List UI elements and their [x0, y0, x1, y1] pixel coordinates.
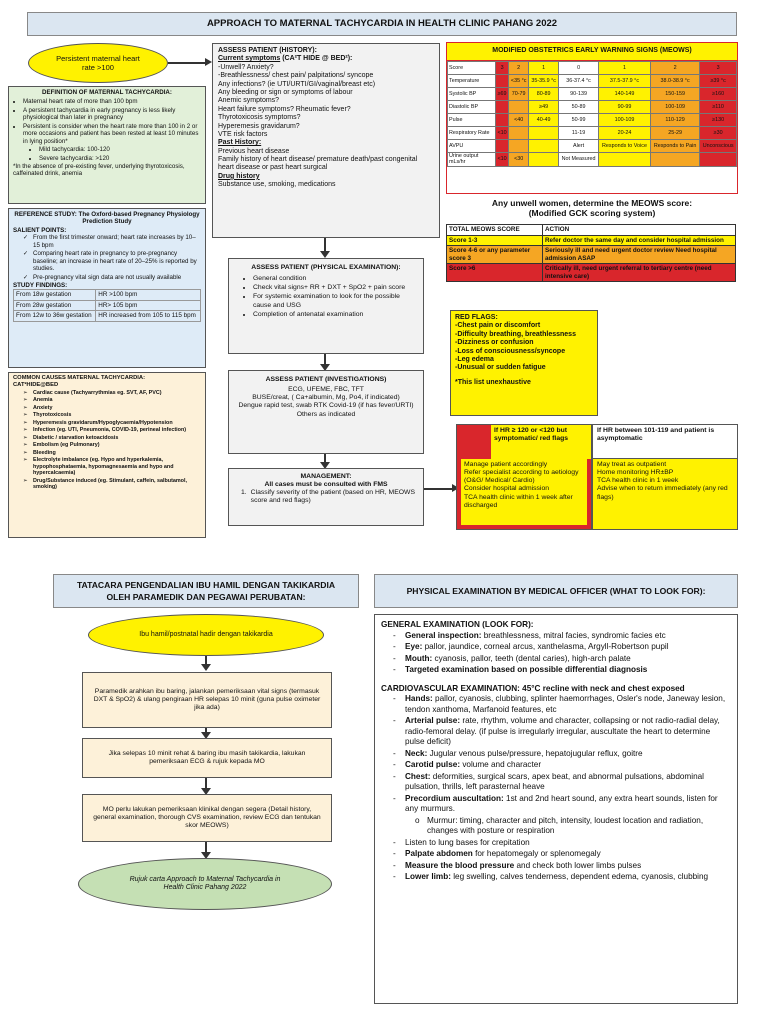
cause-item: ➢ Drug/Substance induced (eg. Stimulant, caffein, salbutamol, smoking): [23, 478, 201, 491]
hr-high-actions: [461, 459, 587, 525]
meows-title: MODIFIED OBSTETRICS EARLY WARNING SIGNS (MEOWS): [447, 43, 737, 61]
causes-box: [8, 372, 206, 538]
table-cell: Critically ill, need urgent referral to tertiary centre (need intensive care): [543, 264, 736, 282]
drug-history-label: Drug history: [218, 172, 260, 180]
arrow-head: [201, 664, 211, 671]
table-cell: [509, 140, 529, 153]
history-title: ASSESS PATIENT (HISTORY):: [218, 47, 317, 54]
table-cell: Not Measured: [559, 153, 599, 167]
reference-title: REFERENCE STUDY: The Oxford-based Pregnancy Physiology Prediction Study: [14, 211, 200, 226]
definition-title: DEFINITION OF MATERNAL TACHYCARDIA:: [42, 89, 172, 96]
current-symptoms-label: Current symptoms: [218, 55, 281, 63]
list-item: [393, 642, 731, 653]
table-cell: [496, 101, 509, 114]
gck-table: [446, 224, 736, 282]
definition-footnote: *In the absence of pre-existing fever, underlying thyrotoxicosis, caffeinated drink, anemia: [13, 162, 185, 178]
table-cell: [650, 153, 699, 167]
red-flags-title: RED FLAGS:: [455, 314, 498, 321]
table-cell: 37.5-37.9 °c: [599, 75, 651, 88]
history-line: Hyperemesis gravidarum?: [218, 122, 300, 130]
management-item: Classify severity of the patient (based on HR, MEOWS score and red flags): [250, 489, 415, 505]
list-item-text: 1st and 2nd heart sound, any extra heart sounds, listen for any murmurs.: [405, 793, 718, 813]
hr-low-line: Home monitoring HR±BP: [597, 469, 674, 477]
table-cell: [529, 140, 559, 153]
table-cell: [496, 114, 509, 127]
table-header: 2: [509, 62, 529, 75]
table-row: [448, 75, 737, 88]
table-header: 0: [559, 62, 599, 75]
table-header-row: [448, 62, 737, 75]
table-cell: 40-49: [529, 114, 559, 127]
red-flag-item: -Unusual or sudden fatigue: [455, 364, 546, 372]
table-row: [448, 101, 737, 114]
list-item-label: General inspection:: [405, 630, 482, 640]
red-flag-item: -Loss of consciousness/syncope: [455, 347, 566, 355]
table-cell: AVPU: [448, 140, 496, 153]
list-item-text: volume and character: [460, 760, 542, 769]
physical-title: ASSESS PATIENT (PHYSICAL EXAMINATION):: [251, 264, 401, 271]
history-box: [212, 43, 440, 238]
list-item-label: Hands:: [405, 694, 433, 703]
list-item-label: Lower limb:: [405, 872, 451, 881]
list-item: [393, 772, 731, 793]
table-cell: Pulse: [448, 114, 496, 127]
table-cell: 20-24: [599, 127, 651, 140]
table-row: [448, 127, 737, 140]
cause-item: ➢ Bleeding: [23, 450, 201, 456]
list-item-text: leg swelling, calves tenderness, dependent edema, cyanosis, clubbing: [450, 872, 709, 881]
main-title: APPROACH TO MATERNAL TACHYCARDIA IN HEALTH CLINIC PAHANG 2022: [27, 12, 737, 36]
table-cell: 100-109: [650, 101, 699, 114]
hr-low-box: [592, 424, 738, 530]
arrow-head: [205, 58, 212, 66]
table-cell: Responds to Pain: [650, 140, 699, 153]
table-cell: 100-109: [599, 114, 651, 127]
list-item-label: Palpate abdomen: [405, 849, 473, 858]
list-item-label: Precordium auscultation:: [405, 793, 504, 803]
table-cell: 80-89: [529, 88, 559, 101]
tatacara-end-oval: Rujuk carta Approach to Maternal Tachycardia in Health Clinic Pahang 2022: [78, 858, 332, 910]
table-cell: 90-139: [559, 88, 599, 101]
cause-item: ➢ Embolism (eg Pulmonary): [23, 442, 201, 448]
list-item-label: Neck:: [405, 748, 428, 758]
table-cell: From 28w gestation: [14, 300, 96, 311]
table-cell: ≥49: [529, 101, 559, 114]
cause-item: ➢ Anemia: [23, 397, 201, 403]
table-cell: <35 °c: [509, 75, 529, 88]
past-history-label: Past History:: [218, 139, 262, 147]
causes-title: COMMON CAUSES MATERNAL TACHYCARDIA:: [13, 375, 146, 381]
salient-point: ✓ Pre-pregnancy vital sign data are not usually available: [23, 274, 201, 281]
connector-arrow: [168, 62, 208, 64]
table-cell: 50-89: [559, 101, 599, 114]
physical-item: • Check vital signs+ RR + DXT + SpO2 + pain score: [253, 284, 417, 292]
arrow-head: [320, 251, 330, 258]
cause-item: ➢ Thyrotoxicosis: [23, 412, 201, 418]
gck-title-line1: Any unwell women, determine the MEOWS score:: [491, 198, 693, 208]
table-row: [447, 264, 736, 282]
salient-point: ✓ From the first trimester onward; heart rate increases by 10–15 bpm: [23, 234, 201, 249]
hr-low-title: If HR between 101-119 and patient is asymptomatic: [593, 425, 737, 459]
table-cell: 70-79: [509, 88, 529, 101]
cause-item: ➢ Infection (eg. UTI, Pneumonia, COVID-19, perineal infection): [23, 427, 201, 433]
tatacara-step1: Paramedik arahkan ibu baring, jalankan pemeriksaan vital signs (termasuk DXT & SpO2) & ulang pengiraan HR selepas 10 minit (guna pulse oximeter jika ada): [82, 672, 332, 728]
table-cell: 35-35.9 °c: [529, 75, 559, 88]
table-row: [14, 300, 201, 311]
investigation-line: ECG, UFEME, FBC, TFT: [288, 386, 364, 394]
tatacara-title: TATACARA PENGENDALIAN IBU HAMIL DENGAN TAKIKARDIA OLEH PARAMEDIK DAN PEGAWAI PERUBATAN:: [53, 574, 359, 608]
physical-item: • For systemic examination to look for the possible cause and USG: [253, 293, 417, 309]
pe-general-list: [381, 631, 731, 676]
list-item: [393, 816, 731, 837]
hr-high-line: Manage patient accordingly: [464, 461, 548, 468]
hr-high-line: Refer specialist according to aetiology (O&G/ Medical/ Cardio): [464, 469, 579, 485]
salient-label: SALIENT POINTS:: [13, 226, 67, 234]
hr-high-line: TCA health clinic within 1 week after discharged: [464, 493, 573, 509]
table-cell: <30: [509, 153, 529, 167]
history-line: Thyrotoxicosis symptoms?: [218, 114, 301, 122]
hr-high-line: Consider hospital admission: [464, 485, 550, 493]
table-row: [448, 153, 737, 167]
table-header: Score: [448, 62, 496, 75]
table-cell: Alert: [559, 140, 599, 153]
hr-low-line: TCA health clinic in 1 week: [597, 477, 679, 485]
table-header: 3: [496, 62, 509, 75]
list-item: [393, 749, 731, 760]
list-item-text: and check both lower limbs pulses: [514, 860, 642, 870]
list-item-text: pallor, jaundice, corneal arcus, xanthelasma, Argyll-Robertson pupil: [422, 642, 669, 651]
table-cell: [496, 140, 509, 153]
management-title: MANAGEMENT:: [300, 473, 352, 480]
current-symptoms-mnemonic: (CA²T HIDE @ BED²):: [282, 55, 353, 63]
cause-item: ➢ Cardiac cause (Tachyarrythmias eg. SVT, AF, PVC): [23, 390, 201, 396]
table-cell: Score 4-6 or any parameter score 3: [447, 246, 543, 264]
table-header: 1: [599, 62, 651, 75]
table-cell: Refer doctor the same day and consider hospital admission: [543, 235, 736, 246]
history-line: Heart failure symptoms? Rheumatic fever?: [218, 105, 351, 113]
physical-item: • Completion of antenatal examination: [253, 311, 417, 319]
list-item-label: Measure the blood pressure: [405, 860, 515, 870]
table-cell: Respiratory Rate: [448, 127, 496, 140]
table-cell: HR >100 bpm: [96, 290, 201, 301]
table-cell: ≥110: [700, 101, 737, 114]
pe-general-title: GENERAL EXAMINATION (LOOK FOR):: [381, 620, 534, 629]
red-flag-item: -Chest pain or discomfort: [455, 322, 541, 330]
connector-arrow: [424, 488, 454, 490]
table-cell: Urine output mLs/hr: [448, 153, 496, 167]
management-subtitle: All cases must be consulted with FMS: [264, 481, 388, 489]
list-item-text: Jugular venous pulse/pressure, hepatojugular reflux, goitre: [427, 748, 643, 758]
table-cell: Score 1-3: [447, 235, 543, 246]
cause-item: ➢ Electrolyte imbalance (eg. Hypo and hyperkalemia, hypophosphataemia, hypomagnesaemia and hypo and hypercalcaemia): [23, 457, 201, 476]
list-item-text: pallor, cyanosis, clubbing, splinter haemorrhages, Osler's node, Janeway lesion, tendon xanthoma, Marfanoid features, etc: [405, 694, 726, 714]
findings-table: [13, 289, 201, 322]
list-item: [393, 760, 731, 771]
start-oval: Persistent maternal heart rate >100: [28, 43, 168, 83]
red-flag-item: -Leg edema: [455, 355, 494, 363]
list-item: [393, 694, 731, 715]
table-cell: [529, 127, 559, 140]
table-cell: Responds to Voice: [599, 140, 651, 153]
table-cell: ≥130: [700, 114, 737, 127]
history-line: Any infections? (ie UTI/URTI/GI/vaginal/breast etc): [218, 80, 376, 88]
table-cell: 25-29: [650, 127, 699, 140]
table-cell: Temperature: [448, 75, 496, 88]
meows-table: [447, 61, 737, 167]
table-cell: [599, 153, 651, 167]
history-line: -Unwell? Anxiety?: [218, 63, 274, 71]
salient-point: ✓ Comparing heart rate in pregnancy to pre-pregnancy baseline; an increase in heart rate of 20–25% is reported by studies.: [23, 250, 201, 272]
findings-label: STUDY FINDINGS:: [13, 281, 68, 289]
table-cell: <10: [496, 127, 509, 140]
table-cell: ≥30: [700, 127, 737, 140]
red-flags-box: [450, 310, 598, 416]
table-row: [447, 246, 736, 264]
meows-box: [446, 42, 738, 194]
table-row: [448, 140, 737, 153]
table-cell: HR increased from 105 to 115 bpm: [96, 311, 201, 322]
tatacara-step3: MO perlu lakukan pemeriksaan klinikal dengan segera (Detail history, general examination, thorough CVS examination, review ECG dan tentukan skor MEOWS): [82, 794, 332, 842]
reference-box: [8, 208, 206, 368]
hr-low-line: May treat as outpatient: [597, 461, 667, 468]
table-cell: [509, 101, 529, 114]
pe-box: [374, 614, 738, 1004]
list-item: [393, 872, 731, 883]
definition-subitem: • Mild tachycardia: 100-120: [39, 146, 201, 153]
table-cell: From 12w to 36w gestation: [14, 311, 96, 322]
list-item: [393, 794, 731, 815]
table-cell: [509, 127, 529, 140]
list-item: [393, 654, 731, 665]
investigations-box: [228, 370, 424, 454]
gck-heading: [446, 198, 738, 218]
definition-subitem: • Severe tachycardia: >120: [39, 155, 201, 162]
table-header: TOTAL MEOWS SCORE: [447, 225, 543, 236]
table-cell: HR> 105 bpm: [96, 300, 201, 311]
investigation-line: BUSE/creat, ( Ca+albumin, Mg, Po4, if indicated): [252, 394, 400, 402]
list-item-text: rate, rhythm, volume and character, collapsing or not radio-radial delay, radio-femoral delay. (if pulse is irregularly irregular, auscultate the heart to determine pulse deficit): [405, 716, 720, 746]
pe-cvs-title: CARDIOVASCULAR EXAMINATION: 45°C recline with neck and chest exposed: [381, 683, 685, 693]
table-row: [14, 311, 201, 322]
definition-item: • A persistent tachycardia in early pregnancy is less likely physiological than later in pregnancy: [23, 107, 201, 122]
list-item: [393, 716, 731, 748]
past-history-line: Family history of heart disease/ premature death/past congenital heart disease or past heart surgical: [218, 156, 418, 172]
red-flag-item: -Dizziness or confusion: [455, 339, 534, 347]
definition-item: • Maternal heart rate of more than 100 bpm: [23, 98, 201, 105]
history-line: -Breathlessness/ chest pain/ palpitations/ syncope: [218, 72, 374, 80]
list-item-text: Listen to lung bases for crepitation: [405, 837, 530, 847]
table-cell: 90-99: [599, 101, 651, 114]
causes-mnemonic: CAT²HIDE@BED: [13, 381, 59, 388]
table-cell: [700, 153, 737, 167]
physical-box: [228, 258, 424, 354]
list-item-label: Chest:: [405, 771, 431, 781]
table-cell: Unconscious: [700, 140, 737, 153]
drug-history-line: Substance use, smoking, medications: [218, 181, 336, 189]
tatacara-start-oval: Ibu hamil/postnatal hadir dengan takikardia: [88, 614, 324, 656]
history-line: Anemic symptoms?: [218, 97, 280, 105]
list-item: [393, 849, 731, 860]
table-cell: <10: [496, 153, 509, 167]
table-cell: 50-99: [559, 114, 599, 127]
table-row: [448, 114, 737, 127]
table-cell: Seriously ill and need urgent doctor review Need hospital admission ASAP: [543, 246, 736, 264]
pe-cvs-list: [381, 694, 731, 883]
red-flags-note: *This list unexhaustive: [455, 378, 531, 386]
table-row: [14, 290, 201, 301]
history-line: Any bleeding or sign or symptoms of labour: [218, 88, 353, 96]
cause-item: ➢ Hyperemesis gravidarum/Hypoglycaemia/Hypotension: [23, 420, 201, 426]
list-item-text: cyanosis, pallor, teeth (dental caries), high-arch palate: [432, 653, 631, 663]
connector-line: [324, 238, 326, 252]
list-item-label: Arterial pulse:: [405, 716, 461, 725]
table-header: 3: [700, 62, 737, 75]
table-cell: From 18w gestation: [14, 290, 96, 301]
list-item-text: deformities, surgical scars, apex beat, and abnormal pulsations, abdominal pulsation, thrills, left parasternal heave: [405, 771, 705, 791]
table-cell: 150-159: [650, 88, 699, 101]
table-header: 1: [529, 62, 559, 75]
red-flag-item: -Difficulty breathing, breathlessness: [455, 330, 576, 338]
list-item: [393, 665, 731, 676]
definition-box: [8, 86, 206, 204]
definition-item: • Persistent is consider when the heart rate more than 100 in 2 or more occasions and patient has been rested at least 10 minutes in lying position*: [23, 123, 201, 145]
table-row: [448, 88, 737, 101]
investigation-line: Dengue rapid test, swab RTK Covid-19 (if has fever/URTI): [238, 402, 414, 410]
table-cell: <40: [509, 114, 529, 127]
cause-item: ➢ Diabetic / starvation ketoacidosis: [23, 435, 201, 441]
list-item-text: Murmur: timing, character and pitch, intensity, loudest location and radiation, changes with posture or respiration: [427, 815, 704, 835]
list-item-label: Targeted examination based on possible differential diagnosis: [405, 665, 648, 674]
table-cell: ≥69: [496, 88, 509, 101]
pe-title: PHYSICAL EXAMINATION BY MEDICAL OFFICER (WHAT TO LOOK FOR):: [374, 574, 738, 608]
gck-title-line2: (Modified GCK scoring system): [528, 208, 656, 219]
list-item-text: breathlessness, mitral facies, syndromic facies etc: [481, 630, 666, 640]
table-cell: Systolic BP: [448, 88, 496, 101]
cause-item: ➢ Anxiety: [23, 405, 201, 411]
table-cell: [529, 153, 559, 167]
management-box: MANAGEMENT: All cases must be consulted with FMS 1. Classify severity of the patient (based on HR, MEOWS score and red flags): [228, 468, 424, 526]
list-item-label: Eye:: [405, 642, 423, 651]
physical-item: • General condition: [253, 275, 417, 283]
table-cell: Diastolic BP: [448, 101, 496, 114]
table-cell: 140-149: [599, 88, 651, 101]
list-item: [393, 838, 731, 849]
history-line: VTE risk factors: [218, 130, 268, 138]
investigation-line: Others as indicated: [296, 410, 356, 418]
hr-low-line: Advise when to return immediately (any red flags): [597, 485, 728, 501]
hr-high-box: [456, 424, 592, 530]
table-row: [447, 235, 736, 246]
list-item-label: Mouth:: [405, 653, 433, 663]
table-cell: 36-37.4 °c: [559, 75, 599, 88]
table-cell: 110-129: [650, 114, 699, 127]
table-cell: 11-19: [559, 127, 599, 140]
list-item-label: Carotid pulse:: [405, 760, 461, 769]
tatacara-step2: Jika selepas 10 minit rehat & baring ibu masih takikardia, lakukan pemeriksaan ECG & rujuk kepada MO: [82, 738, 332, 778]
table-header: 2: [650, 62, 699, 75]
table-header: ACTION: [543, 225, 736, 236]
table-cell: Score >6: [447, 264, 543, 282]
past-history-line: Previous heart disease: [218, 147, 290, 155]
table-cell: [496, 75, 509, 88]
list-item-text: for hepatomegaly or splenomegaly: [472, 849, 601, 858]
hr-high-title: If HR ≥ 120 or <120 but symptomatic/ red flags: [491, 425, 591, 459]
list-item: [393, 861, 731, 872]
table-cell: ≥39 °c: [700, 75, 737, 88]
table-header-row: [447, 225, 736, 236]
hr-low-actions: [593, 459, 737, 504]
table-cell: 38.0-38.9 °c: [650, 75, 699, 88]
investigations-title: ASSESS PATIENT (INVESTIGATIONS): [265, 376, 387, 383]
table-cell: ≥160: [700, 88, 737, 101]
list-item: [393, 631, 731, 642]
